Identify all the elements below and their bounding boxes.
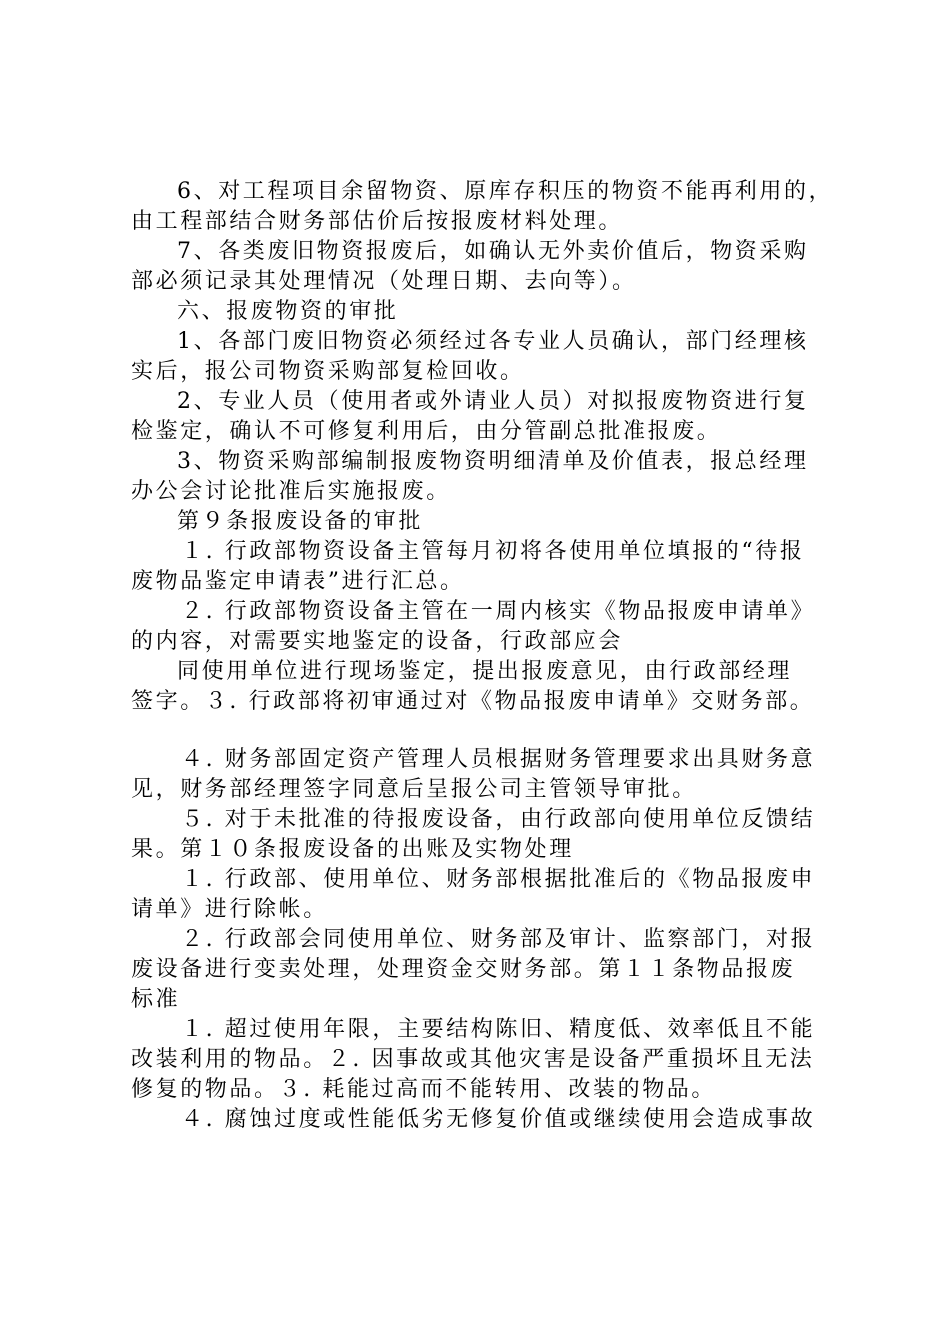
paragraph-line: 检鉴定，确认不可修复利用后，由分管副总批准报废。: [131, 419, 722, 444]
paragraph-line: 修复的物品。３. 耗能过高而不能转用、改装的物品。: [131, 1077, 716, 1102]
paragraph-line: 7、各类废旧物资报废后，如确认无外卖价值后，物资采购: [177, 239, 809, 264]
paragraph-line: 废物品鉴定申请表”进行汇总。: [131, 569, 465, 594]
paragraph-line: 实后，报公司物资采购部复检回收。: [131, 359, 525, 384]
paragraph-line: ５. 对于未批准的待报废设备，由行政部向使用单位反馈结: [181, 807, 816, 832]
paragraph-line: ２. 行政部会同使用单位、财务部及审计、监察部门，对报: [181, 927, 816, 952]
paragraph-line: 1、各部门废旧物资必须经过各专业人员确认，部门经理核: [177, 329, 809, 354]
paragraph-line: 见，财务部经理签字同意后呈报公司主管领导审批。: [131, 777, 697, 802]
paragraph-line: 办公会讨论批准后实施报废。: [131, 479, 451, 504]
paragraph-line: １. 行政部物资设备主管每月初将各使用单位填报的“待报: [181, 539, 805, 564]
paragraph-line: ４. 财务部固定资产管理人员根据财务管理要求出具财务意: [181, 747, 816, 772]
paragraph-line: 3、物资采购部编制报废物资明细清单及价值表，报总经理: [177, 449, 809, 474]
paragraph-line: ４. 腐蚀过度或性能低劣无修复价值或继续使用会造成事故: [181, 1107, 816, 1132]
paragraph-line: 由工程部结合财务部估价后按报废材料处理。: [131, 209, 624, 234]
paragraph-line: １. 行政部、使用单位、财务部根据批准后的《物品报废申: [181, 867, 816, 892]
paragraph-line: 的内容，对需要实地鉴定的设备，行政部应会: [131, 629, 624, 654]
paragraph-line: 2、专业人员（使用者或外请业人员）对拟报废物资进行复: [177, 389, 809, 414]
paragraph-line: 废设备进行变卖处理，处理资金交财务部。第１１条物品报废: [131, 957, 796, 982]
paragraph-line: 同使用单位进行现场鉴定，提出报废意见，由行政部经理: [177, 659, 793, 684]
document-body: [131, 177, 836, 1135]
paragraph-line: 签字。３. 行政部将初审通过对《物品报废申请单》交财务部。: [131, 689, 815, 714]
blank-line: [131, 717, 836, 745]
paragraph-line: ２. 行政部物资设备主管在一周内核实《物品报废申请单》: [181, 599, 816, 624]
paragraph-line: 部必须记录其处理情况（处理日期、去向等）。: [131, 269, 637, 294]
section-heading: 六、报废物资的审批: [177, 299, 399, 324]
article-heading: 第９条报废设备的审批: [177, 509, 424, 534]
paragraph-line: １. 超过使用年限，主要结构陈旧、精度低、效率低且不能: [181, 1017, 816, 1042]
paragraph-line: 6、对工程项目余留物资、原库存积压的物资不能再利用的，: [177, 179, 834, 204]
paragraph-line: 果。第１０条报废设备的出账及实物处理: [131, 837, 574, 862]
paragraph-line: 改装利用的物品。２. 因事故或其他灾害是设备严重损坏且无法: [131, 1047, 815, 1072]
paragraph-line: 标准: [131, 987, 181, 1012]
paragraph-line: 请单》进行除帐。: [131, 897, 328, 922]
